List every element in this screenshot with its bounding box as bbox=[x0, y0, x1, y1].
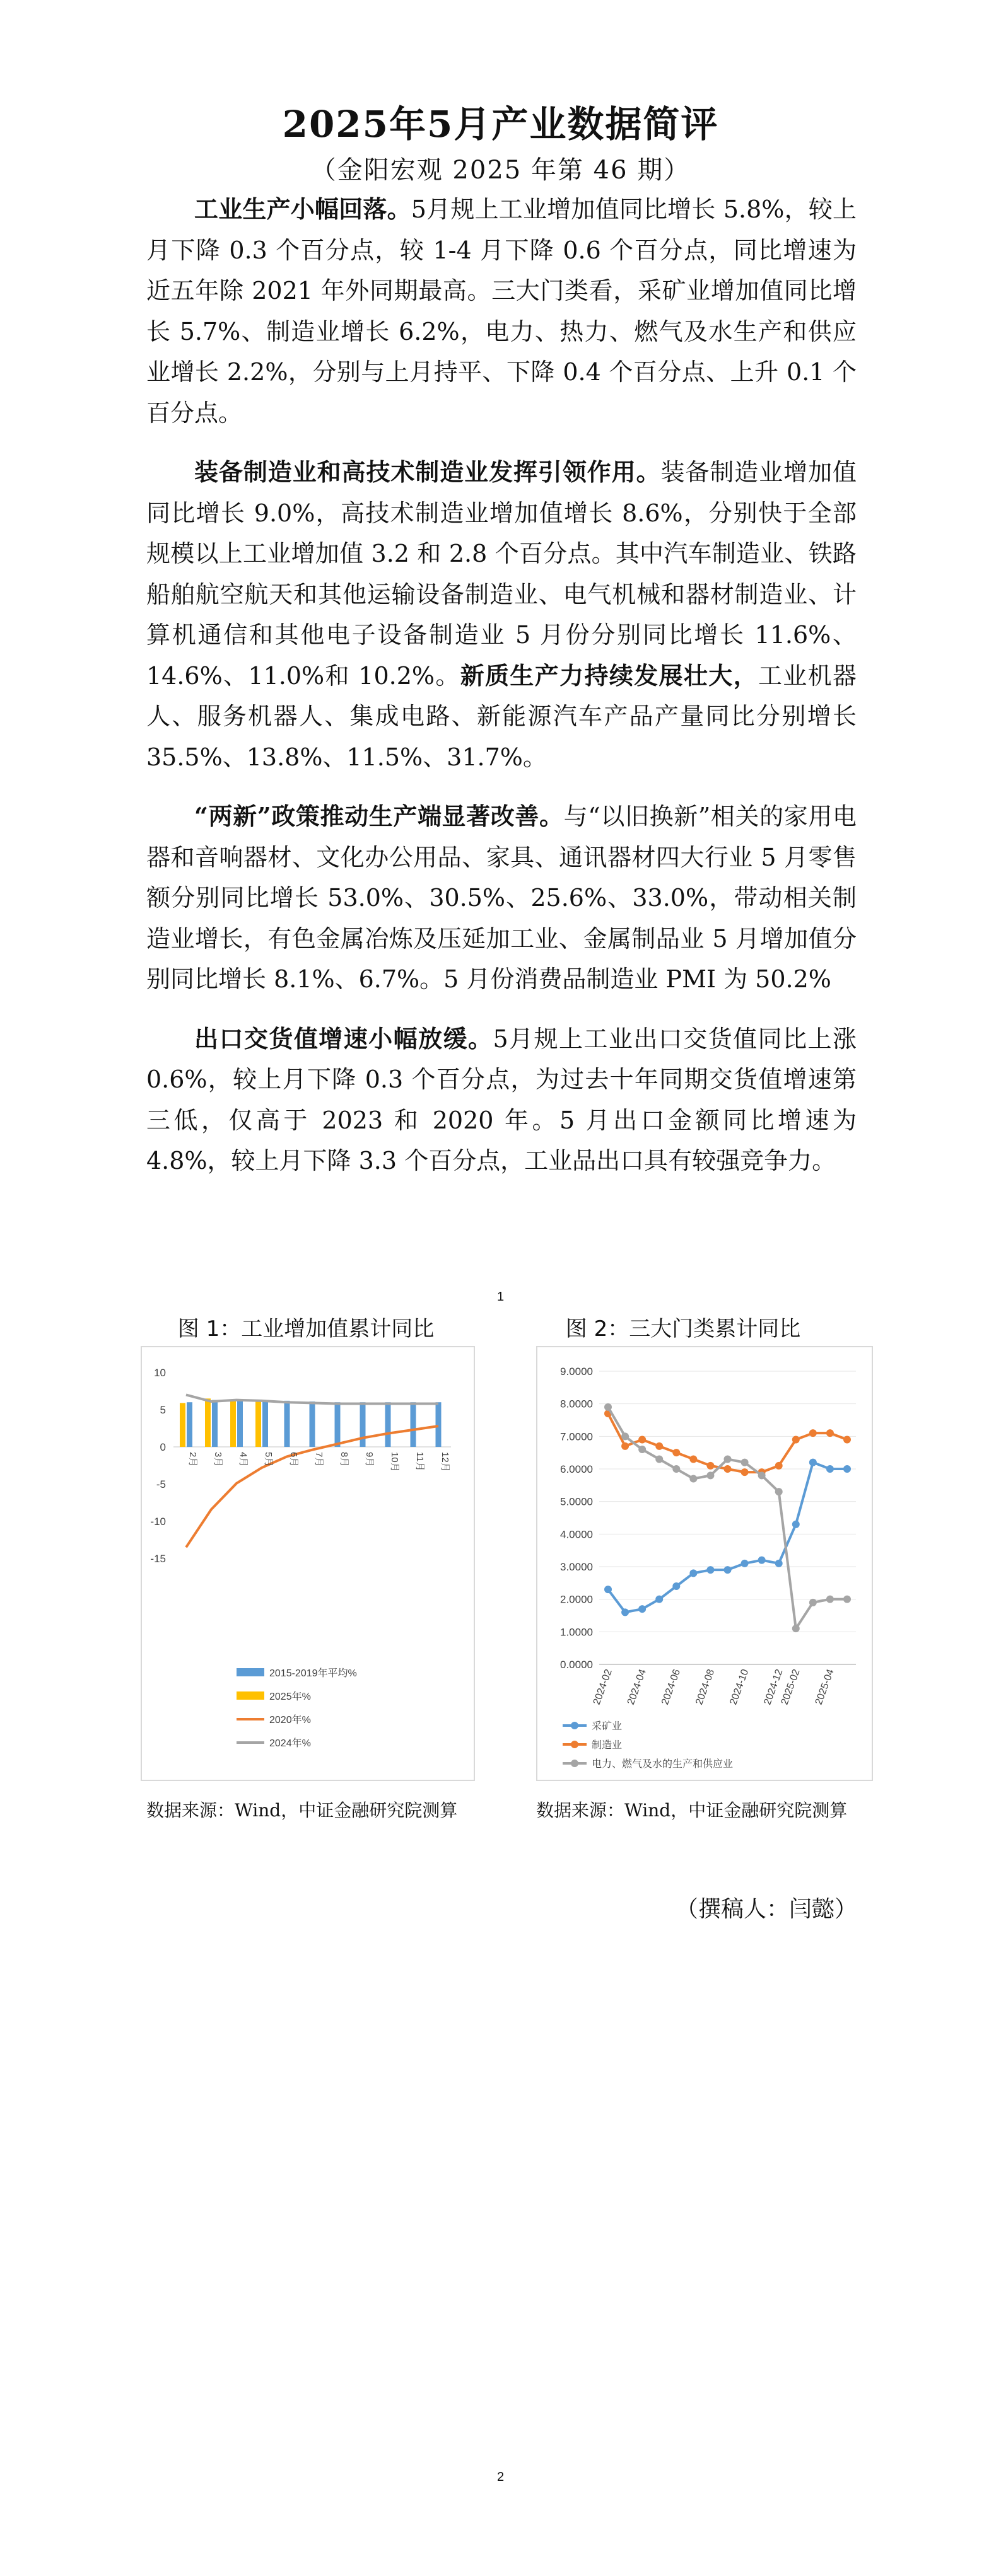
point-mining bbox=[604, 1586, 612, 1593]
paragraph-text: 工业机器人、服务机器人、集成电路、新能源汽车产品产量同比分别增长 35.5%、13.8%、11.5%、31.7%。 bbox=[146, 661, 857, 771]
paragraph-subheading: 新质生产力持续发展壮大， bbox=[460, 661, 758, 690]
point-manufacturing bbox=[706, 1462, 714, 1470]
bar-2015-2019-avg bbox=[262, 1400, 268, 1447]
point-utilities bbox=[741, 1459, 749, 1466]
x-tick-label: 2025-02 bbox=[779, 1668, 802, 1707]
article-body bbox=[146, 189, 857, 1200]
legend-marker bbox=[571, 1760, 578, 1767]
legend-swatch bbox=[237, 1668, 264, 1676]
bar-2015-2019-avg bbox=[360, 1402, 366, 1447]
point-manufacturing bbox=[843, 1436, 851, 1444]
bar-2025 bbox=[180, 1403, 185, 1447]
bar-2015-2019-avg bbox=[436, 1402, 442, 1447]
point-mining bbox=[638, 1605, 646, 1613]
paragraph-heading: 装备制造业和高技术制造业发挥引领作用。 bbox=[194, 458, 661, 486]
x-tick-label: 5月 bbox=[263, 1452, 274, 1467]
point-manufacturing bbox=[826, 1429, 834, 1437]
point-mining bbox=[809, 1459, 817, 1466]
point-mining bbox=[724, 1566, 732, 1574]
point-utilities bbox=[758, 1471, 766, 1479]
x-tick-label: 6月 bbox=[288, 1452, 299, 1467]
point-manufacturing bbox=[792, 1436, 800, 1444]
x-tick-label: 2024-10 bbox=[728, 1668, 751, 1707]
point-utilities bbox=[638, 1446, 646, 1453]
point-utilities bbox=[621, 1432, 629, 1440]
point-mining bbox=[741, 1560, 749, 1567]
bar-2015-2019-avg bbox=[385, 1402, 391, 1447]
x-tick-label: 2024-08 bbox=[694, 1668, 717, 1707]
bar-2015-2019-avg bbox=[284, 1401, 290, 1447]
point-utilities bbox=[792, 1625, 800, 1632]
y-tick-label: 10 bbox=[154, 1367, 166, 1379]
page-number: 2 bbox=[496, 2470, 505, 2484]
x-tick-label: 4月 bbox=[238, 1452, 249, 1467]
point-manufacturing bbox=[621, 1442, 629, 1450]
point-utilities bbox=[655, 1456, 663, 1463]
point-utilities bbox=[775, 1488, 783, 1495]
y-tick-label: -15 bbox=[150, 1553, 166, 1565]
point-utilities bbox=[604, 1403, 612, 1411]
y-tick-label: -5 bbox=[156, 1478, 166, 1490]
point-manufacturing bbox=[672, 1449, 680, 1456]
x-tick-label: 2025-04 bbox=[813, 1668, 836, 1707]
y-tick-label: 3.0000 bbox=[560, 1561, 593, 1573]
y-tick-label: 0.0000 bbox=[560, 1659, 593, 1671]
point-mining bbox=[843, 1465, 851, 1473]
paragraph-text: 与“以旧换新”相关的家用电器和音响器材、文化办公用品、家具、通讯器材四大行业 5 月零售额分别同比增长 53.0%、30.5%、25.6%、33.0%，带动相关制造业增长，有色金属冶炼及压延加工业、金属制品业 5 月增加值分别同比增长 8.1%、6.7%。5 月份消费品制造业 PMI 为 50.2% bbox=[146, 803, 857, 993]
y-tick-label: 4.0000 bbox=[560, 1528, 593, 1541]
legend-label: 2024年% bbox=[269, 1738, 311, 1749]
point-mining bbox=[826, 1465, 834, 1473]
bar-2025 bbox=[255, 1400, 261, 1447]
y-tick-label: 5.0000 bbox=[560, 1495, 593, 1508]
legend-label: 2015-2019年平均% bbox=[269, 1668, 357, 1679]
x-tick-label: 2024-04 bbox=[625, 1668, 648, 1707]
point-utilities bbox=[706, 1471, 714, 1479]
point-utilities bbox=[689, 1475, 697, 1483]
figure-2-title: 图 2：三大门类累计同比 bbox=[565, 1316, 801, 1342]
paragraph-two-new-policy bbox=[146, 796, 857, 1000]
x-tick-label: 12月 bbox=[440, 1452, 450, 1472]
point-mining bbox=[689, 1569, 697, 1577]
x-tick-label: 2024-02 bbox=[591, 1668, 614, 1707]
figure-2-source: 数据来源：Wind，中证金融研究院测算 bbox=[536, 1800, 848, 1821]
paragraph-text: 装备制造业增加值同比增长 9.0%，高技术制造业增加值增长 8.6%，分别快于全部规模以上工业增加值 3.2 和 2.8 个百分点。其中汽车制造业、铁路船舶航空航天和其他运输设备制造业、电气机械和器材制造业、计算机通信和其他电子设备制造业 5 月份分别同比增长 11.6%、14.6%、11.0%和 10.2%。 bbox=[146, 458, 857, 690]
paragraph-text: 5月规上工业出口交货值同比上涨 0.6%，较上月下降 0.3 个百分点，为过去十年同期交货值增速第三低，仅高于 2023 和 2020 年。5 月出口金额同比增速为 4.8%，较上月下降 3.3 个百分点，工业品出口具有较强竞争力。 bbox=[146, 1024, 857, 1175]
point-manufacturing bbox=[689, 1456, 697, 1463]
point-manufacturing bbox=[724, 1465, 732, 1473]
y-tick-label: 8.0000 bbox=[560, 1398, 593, 1410]
x-tick-label: 3月 bbox=[213, 1452, 223, 1467]
figure-1-svg bbox=[142, 1347, 474, 1780]
paragraph-industrial-production bbox=[146, 189, 857, 433]
bar-2015-2019-avg bbox=[187, 1402, 192, 1447]
legend-swatch bbox=[237, 1691, 264, 1700]
bar-2015-2019-avg bbox=[237, 1401, 243, 1447]
point-utilities bbox=[843, 1596, 851, 1603]
point-utilities bbox=[724, 1456, 732, 1463]
point-utilities bbox=[809, 1599, 817, 1606]
y-tick-label: 5 bbox=[160, 1404, 166, 1416]
paragraph-export-delivery bbox=[146, 1019, 857, 1181]
document-title: 2025年5月产业数据简评 bbox=[282, 103, 719, 146]
point-mining bbox=[706, 1566, 714, 1574]
page-number: 1 bbox=[496, 1290, 505, 1304]
bar-2015-2019-avg bbox=[310, 1401, 315, 1447]
point-manufacturing bbox=[809, 1429, 817, 1437]
point-mining bbox=[655, 1596, 663, 1603]
point-utilities bbox=[826, 1596, 834, 1603]
y-tick-label: 0 bbox=[160, 1441, 166, 1453]
point-mining bbox=[672, 1582, 680, 1590]
paragraph-equipment-manufacturing bbox=[146, 452, 857, 777]
bar-2015-2019-avg bbox=[212, 1400, 218, 1447]
point-manufacturing bbox=[638, 1436, 646, 1444]
paragraph-heading: 出口交货值增速小幅放缓。 bbox=[194, 1024, 493, 1053]
x-tick-label: 7月 bbox=[313, 1452, 324, 1467]
y-tick-label: 9.0000 bbox=[560, 1366, 593, 1378]
legend-label: 制造业 bbox=[592, 1740, 623, 1751]
figure-2-svg bbox=[537, 1347, 872, 1780]
figure-1-source: 数据来源：Wind，中证金融研究院测算 bbox=[146, 1800, 458, 1821]
x-tick-label: 2024-12 bbox=[762, 1668, 785, 1707]
point-mining bbox=[621, 1608, 629, 1616]
bar-2015-2019-avg bbox=[411, 1402, 416, 1447]
bar-2015-2019-avg bbox=[335, 1402, 341, 1447]
legend-marker bbox=[571, 1741, 578, 1748]
point-manufacturing bbox=[655, 1442, 663, 1450]
y-tick-label: -10 bbox=[150, 1516, 166, 1528]
legend-label: 2020年% bbox=[269, 1715, 311, 1726]
point-mining bbox=[758, 1557, 766, 1564]
author-credit: （撰稿人：闫懿） bbox=[675, 1896, 857, 1922]
x-tick-label: 11月 bbox=[414, 1452, 425, 1471]
y-tick-label: 1.0000 bbox=[560, 1626, 593, 1639]
x-tick-label: 8月 bbox=[339, 1452, 349, 1467]
bar-2025 bbox=[230, 1399, 236, 1447]
legend-marker bbox=[571, 1722, 578, 1729]
paragraph-text: 5月规上工业增加值同比增长 5.8%，较上月下降 0.3 个百分点，较 1-4 月下降 0.6 个百分点，同比增速为近五年除 2021 年外同期最高。三大门类看，采矿业增加值同比增长 5.7%、制造业增长 6.2%，电力、热力、燃气及水生产和供应业增长 2.2%，分别与上月持平、下降 0.4 个百分点、上升 0.1 个百分点。 bbox=[146, 195, 857, 427]
y-tick-label: 2.0000 bbox=[560, 1593, 593, 1606]
point-utilities bbox=[672, 1465, 680, 1473]
figure-2-chart bbox=[536, 1346, 873, 1781]
line-mining bbox=[608, 1463, 847, 1613]
x-tick-label: 9月 bbox=[364, 1452, 375, 1467]
x-tick-label: 10月 bbox=[389, 1452, 400, 1472]
figure-1-chart bbox=[141, 1346, 475, 1781]
point-manufacturing bbox=[741, 1468, 749, 1476]
point-mining bbox=[792, 1521, 800, 1528]
legend-label: 电力、燃气及水的生产和供应业 bbox=[592, 1759, 734, 1770]
point-manufacturing bbox=[775, 1462, 783, 1470]
bar-2025 bbox=[205, 1398, 211, 1447]
paragraph-heading: “两新”政策推动生产端显著改善。 bbox=[194, 802, 564, 830]
figure-1-title: 图 1：工业增加值累计同比 bbox=[177, 1316, 435, 1342]
y-tick-label: 6.0000 bbox=[560, 1463, 593, 1475]
y-tick-label: 7.0000 bbox=[560, 1430, 593, 1443]
legend-label: 采矿业 bbox=[592, 1721, 623, 1732]
x-tick-label: 2月 bbox=[187, 1452, 198, 1467]
paragraph-heading: 工业生产小幅回落。 bbox=[194, 195, 411, 223]
point-mining bbox=[775, 1560, 783, 1567]
line-y2024 bbox=[186, 1395, 438, 1403]
document-subtitle: （金阳宏观 2025 年第 46 期） bbox=[310, 156, 691, 185]
legend-label: 2025年% bbox=[269, 1691, 311, 1702]
x-tick-label: 2024-06 bbox=[659, 1668, 683, 1707]
